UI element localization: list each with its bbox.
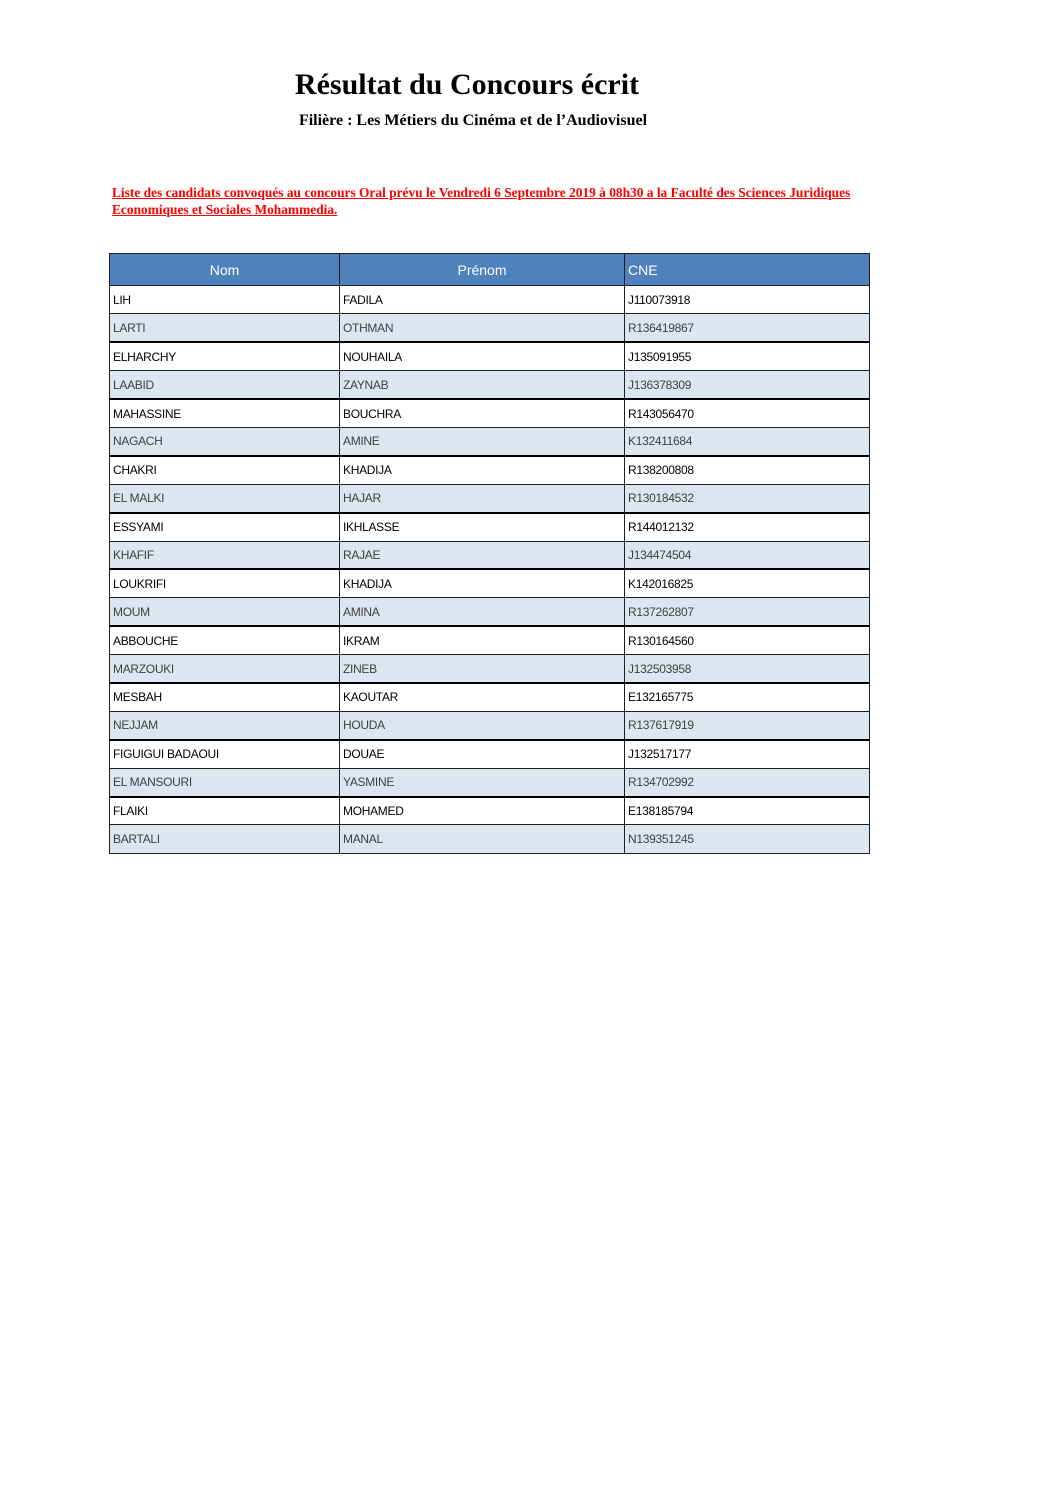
column-header-nom: Nom xyxy=(110,254,340,286)
cell-cne: J110073918 xyxy=(625,286,870,314)
table-row xyxy=(110,655,870,683)
page-subtitle: Filière : Les Métiers du Cinéma et de l’Audiovisuel xyxy=(298,112,648,129)
cell-prenom: ZINEB xyxy=(340,655,625,683)
cell-nom: MOUM xyxy=(110,598,340,626)
cell-nom: CHAKRI xyxy=(110,456,340,484)
table-row xyxy=(110,484,870,512)
cell-prenom: NOUHAILA xyxy=(340,342,625,370)
table-row xyxy=(110,399,870,427)
page-title: Résultat du Concours écrit xyxy=(294,68,640,101)
cell-cne: J132503958 xyxy=(625,655,870,683)
cell-nom: FLAIKI xyxy=(110,797,340,825)
cell-cne: N139351245 xyxy=(625,825,870,853)
cell-cne: K142016825 xyxy=(625,569,870,597)
table-row xyxy=(110,456,870,484)
convocation-notice: Liste des candidats convoqués au concours Oral prévu le Vendredi 6 Septembre 2019 à 08h30 a la Faculté des Sciences Juridiques Economiques et Sociales Mohammedia. xyxy=(112,185,851,217)
cell-nom: ABBOUCHE xyxy=(110,626,340,654)
cell-cne: R137262807 xyxy=(625,598,870,626)
table-row xyxy=(110,825,870,853)
cell-prenom: AMINE xyxy=(340,427,625,455)
cell-prenom: OTHMAN xyxy=(340,314,625,342)
cell-cne: J136378309 xyxy=(625,371,870,399)
cell-nom: MARZOUKI xyxy=(110,655,340,683)
cell-cne: J135091955 xyxy=(625,342,870,370)
table-row xyxy=(110,626,870,654)
table-header-row xyxy=(110,254,870,286)
cell-nom: LOUKRIFI xyxy=(110,569,340,597)
cell-cne: R144012132 xyxy=(625,513,870,541)
cell-prenom: MANAL xyxy=(340,825,625,853)
cell-cne: R134702992 xyxy=(625,768,870,796)
cell-nom: KHAFIF xyxy=(110,541,340,569)
cell-cne: J132517177 xyxy=(625,740,870,768)
cell-prenom: RAJAE xyxy=(340,541,625,569)
cell-cne: R137617919 xyxy=(625,711,870,739)
table-row xyxy=(110,342,870,370)
cell-nom: LAABID xyxy=(110,371,340,399)
cell-prenom: IKRAM xyxy=(340,626,625,654)
cell-nom: EL MALKI xyxy=(110,484,340,512)
cell-cne: R136419867 xyxy=(625,314,870,342)
cell-nom: LIH xyxy=(110,286,340,314)
cell-cne: K132411684 xyxy=(625,427,870,455)
cell-prenom: YASMINE xyxy=(340,768,625,796)
cell-nom: MAHASSINE xyxy=(110,399,340,427)
cell-cne: R138200808 xyxy=(625,456,870,484)
cell-cne: E132165775 xyxy=(625,683,870,711)
cell-prenom: MOHAMED xyxy=(340,797,625,825)
cell-nom: NAGACH xyxy=(110,427,340,455)
cell-nom: FIGUIGUI BADAOUI xyxy=(110,740,340,768)
cell-nom: ESSYAMI xyxy=(110,513,340,541)
cell-prenom: KHADIJA xyxy=(340,456,625,484)
table-row xyxy=(110,797,870,825)
table-row xyxy=(110,314,870,342)
table-row xyxy=(110,286,870,314)
table-row xyxy=(110,513,870,541)
cell-cne: R130164560 xyxy=(625,626,870,654)
cell-prenom: FADILA xyxy=(340,286,625,314)
column-header-prenom: Prénom xyxy=(340,254,625,286)
table-row xyxy=(110,740,870,768)
table-row xyxy=(110,427,870,455)
cell-nom: NEJJAM xyxy=(110,711,340,739)
cell-prenom: ZAYNAB xyxy=(340,371,625,399)
table-row xyxy=(110,711,870,739)
table-row xyxy=(110,683,870,711)
cell-nom: BARTALI xyxy=(110,825,340,853)
cell-nom: EL MANSOURI xyxy=(110,768,340,796)
candidates-table xyxy=(109,253,870,854)
cell-prenom: IKHLASSE xyxy=(340,513,625,541)
table-row xyxy=(110,569,870,597)
cell-nom: ELHARCHY xyxy=(110,342,340,370)
cell-cne: R130184532 xyxy=(625,484,870,512)
cell-prenom: HOUDA xyxy=(340,711,625,739)
cell-prenom: AMINA xyxy=(340,598,625,626)
cell-cne: E138185794 xyxy=(625,797,870,825)
cell-cne: R143056470 xyxy=(625,399,870,427)
cell-prenom: KHADIJA xyxy=(340,569,625,597)
column-header-cne: CNE xyxy=(625,254,870,286)
cell-prenom: HAJAR xyxy=(340,484,625,512)
table-row xyxy=(110,768,870,796)
cell-prenom: KAOUTAR xyxy=(340,683,625,711)
cell-prenom: DOUAE xyxy=(340,740,625,768)
cell-nom: MESBAH xyxy=(110,683,340,711)
cell-prenom: BOUCHRA xyxy=(340,399,625,427)
cell-cne: J134474504 xyxy=(625,541,870,569)
table-row xyxy=(110,598,870,626)
table-row xyxy=(110,371,870,399)
table-row xyxy=(110,541,870,569)
cell-nom: LARTI xyxy=(110,314,340,342)
